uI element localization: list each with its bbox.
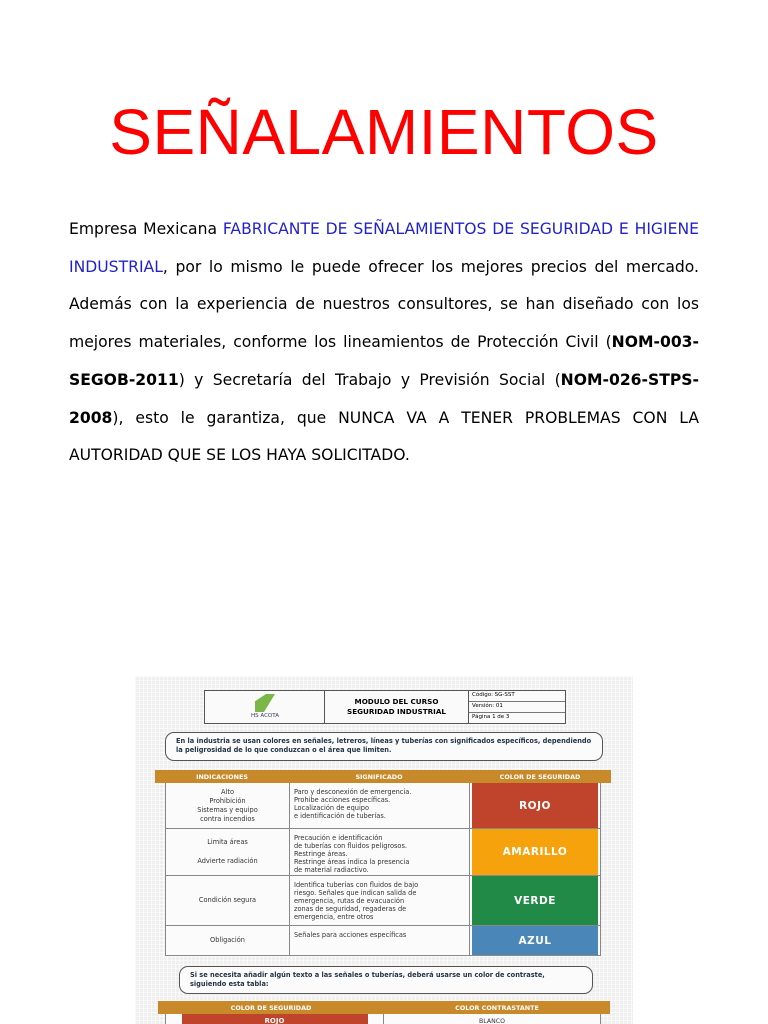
course-document-image <box>135 676 633 1024</box>
color-swatch: AZUL <box>472 926 598 955</box>
course-title-line-2: SEGURIDAD INDUSTRIAL <box>347 707 446 716</box>
doc-version: Versión: 01 <box>469 702 565 713</box>
meaning-cell <box>290 783 470 828</box>
indication-text: Condición segura <box>198 896 257 904</box>
logo-text: HS ACOTA <box>251 713 279 719</box>
indication-group <box>199 896 256 905</box>
meaning-text: Restringe áreas indica la presencia <box>294 858 410 866</box>
color-swatch: AMARILLO <box>472 829 598 875</box>
meaning-text: Localización de equipo <box>294 804 370 812</box>
manufacturer-link[interactable]: FABRICANTE DE SEÑALAMIENTOS DE SEGURIDAD E HIGIENE INDUSTRIAL <box>69 220 699 276</box>
color-cell <box>470 876 600 925</box>
table-row <box>166 783 600 829</box>
indication-text: Limita áreas <box>207 838 248 846</box>
contrast-table-header <box>158 1001 610 1014</box>
indication-group <box>210 936 245 945</box>
course-title-line-1: MODULO DEL CURSO <box>354 697 439 706</box>
meaning-text: emergencia, entre otros <box>294 913 374 921</box>
meaning-text: zonas de seguridad, regaderas de <box>294 905 407 913</box>
header-safety-color: COLOR DE SEGURIDAD <box>499 772 581 781</box>
color-swatch: VERDE <box>472 876 598 925</box>
table-row <box>166 876 600 926</box>
table-row <box>166 926 600 956</box>
safety-colors-table <box>165 783 601 956</box>
indication-text: Obligación <box>210 936 245 944</box>
meaning-text: riesgo. Señales que indican salida de <box>294 889 417 897</box>
header-indications: INDICACIONES <box>196 772 248 781</box>
indication-cell <box>166 876 290 925</box>
indication-group <box>197 857 257 866</box>
indication-text: contra incendios <box>200 814 255 823</box>
company-logo <box>205 691 325 723</box>
color-cell <box>470 926 600 955</box>
paragraph-text-4: ), esto le garantiza, que NUNCA VA A TENER PROBLEMAS CON LA AUTORIDAD QUE SE LOS HAYA SOLICITADO. <box>69 408 699 465</box>
indication-cell <box>166 926 290 955</box>
header-safety-color-2: COLOR DE SEGURIDAD <box>230 1003 312 1012</box>
meaning-text: Identifica tuberías con fluidos de bajo <box>294 881 419 889</box>
doc-code: Código: SG-SST <box>469 691 565 702</box>
norm-stps: NOM-026-STPS-2008 <box>69 370 699 427</box>
document-header <box>204 690 566 724</box>
meaning-text: de material radiactivo. <box>294 866 369 874</box>
contrast-table-row <box>165 1014 601 1024</box>
indication-text: Advierte radiación <box>197 857 258 865</box>
paragraph-text-3: ) y Secretaría del Trabajo y Previsión Social ( <box>178 370 561 389</box>
color-cell <box>470 783 600 828</box>
logo-leaf-icon <box>255 694 275 712</box>
paragraph-text-1: Empresa Mexicana <box>69 220 223 238</box>
document-meta <box>469 691 565 723</box>
meaning-text: Precaución e identificación <box>294 834 383 842</box>
contrast-row-contrast-cell: BLANCO <box>479 1018 505 1024</box>
safety-colors-table-header <box>155 770 611 783</box>
meaning-text: de tuberías con fluidos peligrosos. <box>294 842 408 850</box>
page-title: SEÑALAMIENTOS <box>109 96 659 168</box>
meaning-text: Señales para acciones específicas <box>294 931 407 939</box>
meaning-cell <box>290 926 470 955</box>
indication-text: Sistemas y equipo <box>197 805 258 814</box>
header-meaning: SIGNIFICADO <box>355 772 403 781</box>
indication-text: Prohibición <box>209 796 246 805</box>
meaning-text: Paro y desconexión de emergencia. <box>294 788 412 796</box>
meaning-text: e identificación de tuberías. <box>294 812 386 820</box>
doc-page: Página 1 de 3 <box>472 714 510 720</box>
contrast-row-safety-cell <box>166 1014 384 1024</box>
meaning-cell <box>290 876 470 925</box>
colors-intro-note: En la industria se usan colores en señales, letreros, líneas y tuberías con significados específicos, dependiendo la peligrosidad de lo que conduzcan o el área que limiten. <box>165 732 603 761</box>
paragraph-text-2: , por lo mismo le puede ofrecer los mejores precios del mercado. Además con la experiencia de nuestros consultores, se han diseñado con los mejores materiales, conforme los lineamientos de Protección Civil ( <box>69 257 699 352</box>
contrast-note: Si se necesita añadir algún texto a las señales o tuberías, deberá usarse un color de contraste, siguiendo esta tabla: <box>179 966 593 994</box>
norm-segob: NOM-003-SEGOB-2011 <box>69 333 699 389</box>
indication-cell <box>166 783 290 828</box>
indication-group <box>197 788 258 824</box>
course-title <box>325 691 469 723</box>
intro-paragraph <box>69 211 699 475</box>
table-row <box>166 829 600 876</box>
indication-group <box>207 838 248 847</box>
header-contrast-color: COLOR CONTRASTANTE <box>455 1003 539 1012</box>
meaning-text: Prohibe acciones específicas. <box>294 796 391 804</box>
meaning-cell <box>290 829 470 875</box>
indication-text: Alto <box>221 787 234 796</box>
contrast-row-safety-swatch: ROJO <box>182 1014 368 1024</box>
indication-cell <box>166 829 290 875</box>
color-cell <box>470 829 600 875</box>
meaning-text: emergencia, rutas de evacuación <box>294 897 405 905</box>
meaning-text: Restringe áreas. <box>294 850 348 858</box>
color-swatch: ROJO <box>472 783 598 828</box>
